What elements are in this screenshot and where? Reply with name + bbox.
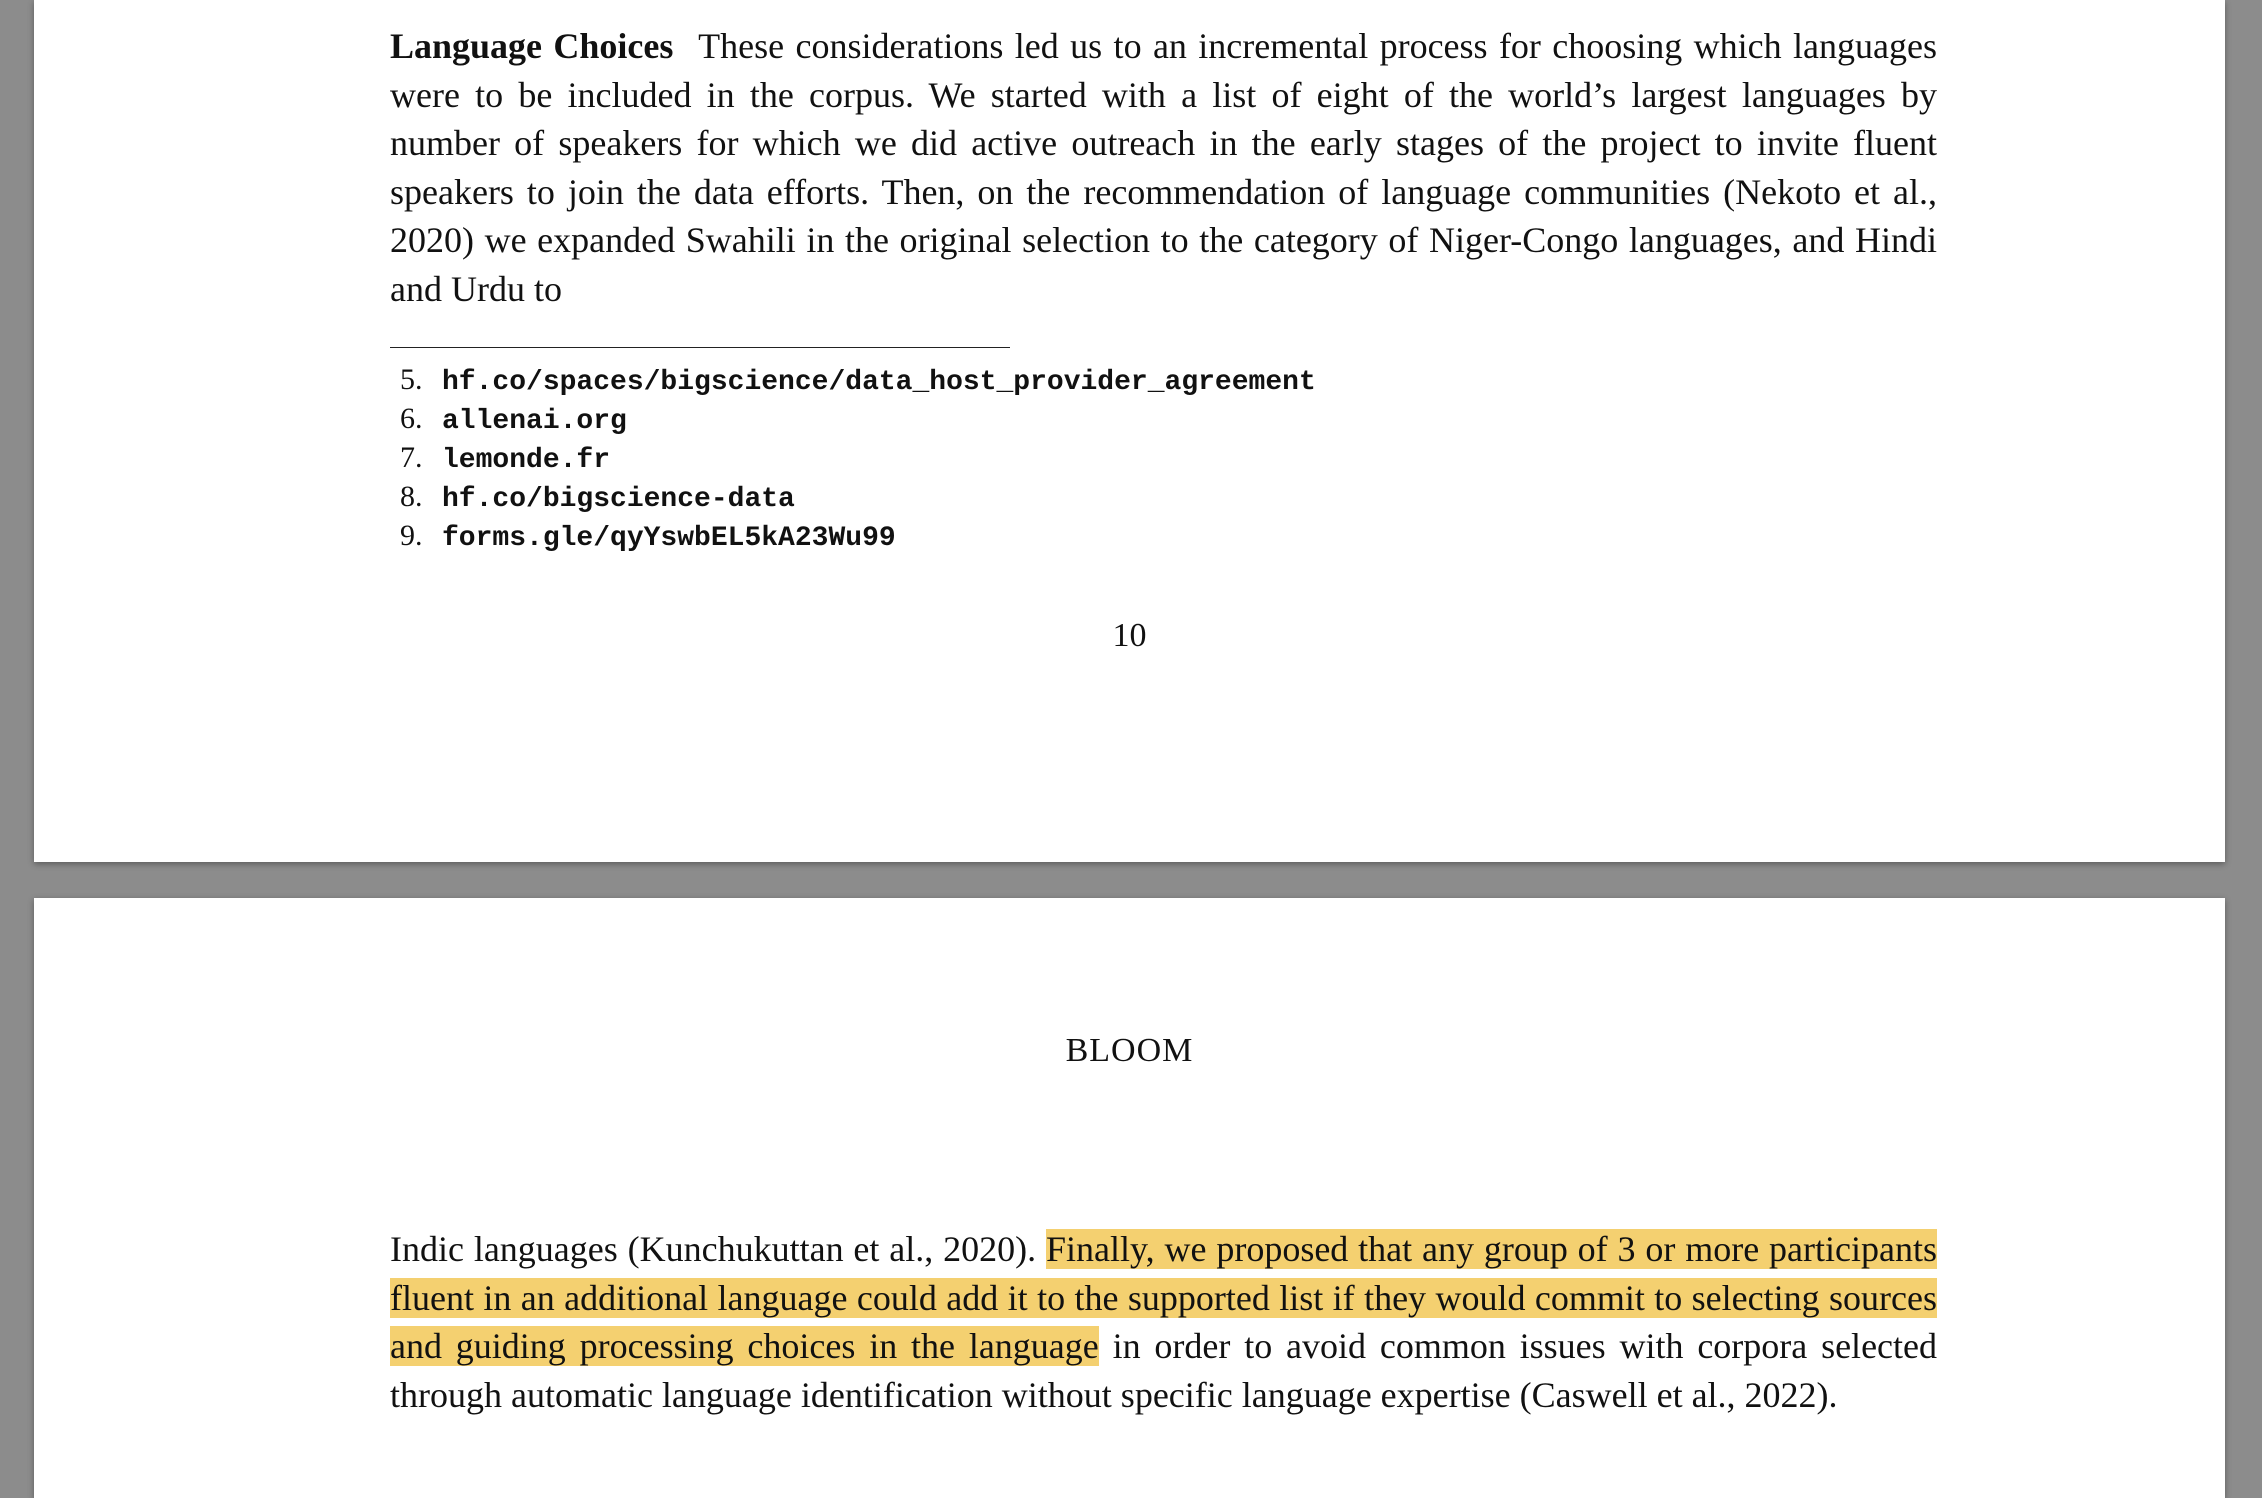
footnote-link[interactable]: lemonde.fr [442,445,611,476]
language-choices-paragraph [390,22,1937,313]
highlighted-text[interactable]: Finally, we proposed that any group of 3 or more participants fluent in an additional language could add it to the supported list if they would commit to selecting sources and guiding processing choices in the language [390,1229,1937,1366]
footnote-number: 8. [400,480,423,513]
footnote-number: 5. [400,363,423,396]
footnote-list [400,360,1316,555]
pdf-page-10 [34,0,2225,862]
running-head: BLOOM [1065,1032,1194,1069]
footnote-rule [390,347,1010,348]
footnote-number: 9. [400,519,423,552]
footnote-7 [400,438,1316,477]
continued-paragraph [390,1225,1937,1419]
footnote-5 [400,360,1316,399]
footnote-6 [400,399,1316,438]
footnote-link[interactable]: hf.co/spaces/bigscience/data_host_provider_agreement [442,367,1316,398]
footnote-9 [400,516,1316,555]
footnote-link[interactable]: hf.co/bigscience-data [442,484,795,515]
page-number: 10 [1112,617,1147,654]
footnote-link[interactable]: allenai.org [442,406,627,437]
paragraph-heading: Language Choices [390,26,674,66]
text-after-highlight: in order to avoid common issues with corpora selected through automatic language identification without specific language expertise (Caswell et al., 2022). [390,1326,1938,1415]
text-before-highlight: Indic languages (Kunchukuttan et al., 2020). [390,1229,1046,1269]
paragraph-body: These considerations led us to an incremental process for choosing which languages were to be included in the corpus. We started with a list of eight of the world’s largest languages by number of speakers for which we did active outreach in the early stages of the project to invite fluent speakers to join the data efforts. Then, on the recommendation of language communities (Nekoto et al., 2020) we expanded Swahili in the original selection to the category of Niger-Congo languages, and Hindi and Urdu to [390,26,1937,309]
footnote-number: 7. [400,441,423,474]
footnote-number: 6. [400,402,423,435]
footnote-8 [400,477,1316,516]
footnote-link[interactable]: forms.gle/qyYswbEL5kA23Wu99 [442,523,896,554]
pdf-page-11 [34,898,2225,1498]
